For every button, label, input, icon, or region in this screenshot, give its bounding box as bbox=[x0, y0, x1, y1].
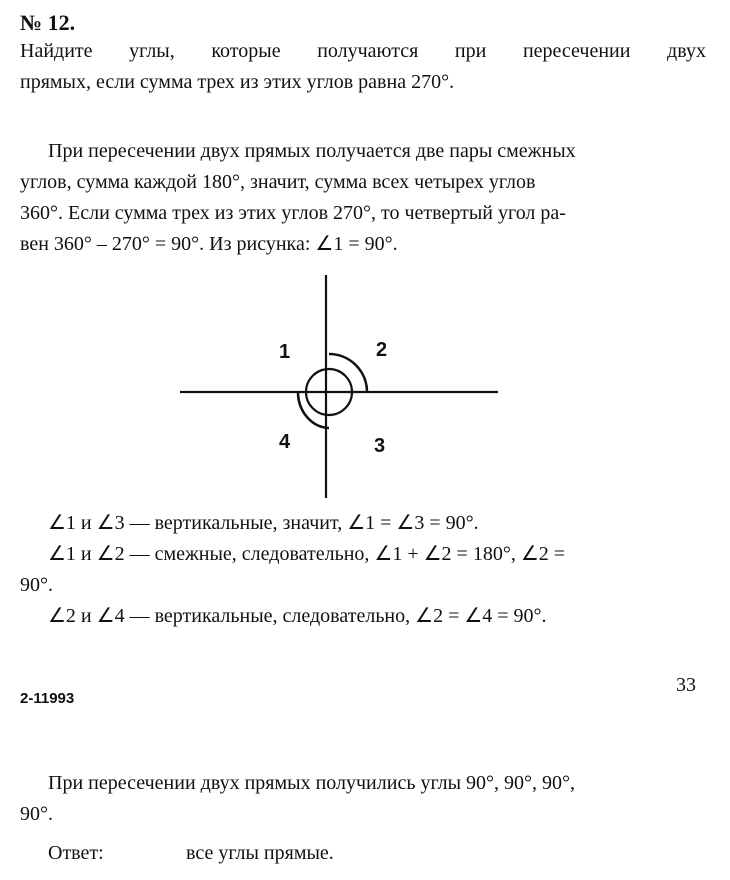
angle-label-3: 3 bbox=[374, 435, 386, 457]
angle-label-4: 4 bbox=[279, 431, 291, 453]
reasoning-paragraph bbox=[20, 508, 706, 632]
reasoning-line: 90°. bbox=[20, 574, 53, 596]
angle-arc-2 bbox=[329, 354, 367, 392]
problem-statement bbox=[20, 36, 706, 98]
problem-line: прямых, если сумма трех из этих углов равна 270°. bbox=[20, 71, 455, 93]
solution-paragraph bbox=[20, 136, 706, 260]
angle-label-1: 1 bbox=[279, 341, 291, 363]
print-code: 2-11993 bbox=[20, 690, 75, 707]
page-number: 33 bbox=[676, 674, 696, 696]
intersecting-lines-figure bbox=[0, 270, 730, 510]
conclusion-paragraph bbox=[20, 768, 706, 830]
problem-line: Найдите углы, которые получаются при пересечении двух bbox=[20, 40, 706, 62]
solution-line: При пересечении двух прямых получается две пары смежных bbox=[48, 140, 576, 162]
problem-number: № 12. bbox=[20, 10, 76, 35]
solution-line: углов, сумма каждой 180°, значит, сумма всех четырех углов bbox=[20, 171, 536, 193]
solution-line: 360°. Если сумма трех из этих углов 270°, то четвертый угол ра- bbox=[20, 202, 566, 224]
conclusion-line: При пересечении двух прямых получились углы 90°, 90°, 90°, bbox=[48, 772, 576, 794]
reasoning-line: ∠1 и ∠2 — смежные, следовательно, ∠1 + ∠2 = 180°, ∠2 = bbox=[48, 543, 566, 565]
answer-label: Ответ: bbox=[48, 842, 104, 864]
solution-line: вен 360° – 270° = 90°. Из рисунка: ∠1 = 90°. bbox=[20, 233, 398, 255]
reasoning-line: ∠1 и ∠3 — вертикальные, значит, ∠1 = ∠3 = 90°. bbox=[48, 512, 479, 534]
conclusion-line: 90°. bbox=[20, 803, 53, 825]
reasoning-line: ∠2 и ∠4 — вертикальные, следовательно, ∠2 = ∠4 = 90°. bbox=[48, 605, 547, 627]
answer-value: все углы прямые. bbox=[186, 842, 334, 864]
angle-label-2: 2 bbox=[376, 339, 388, 361]
